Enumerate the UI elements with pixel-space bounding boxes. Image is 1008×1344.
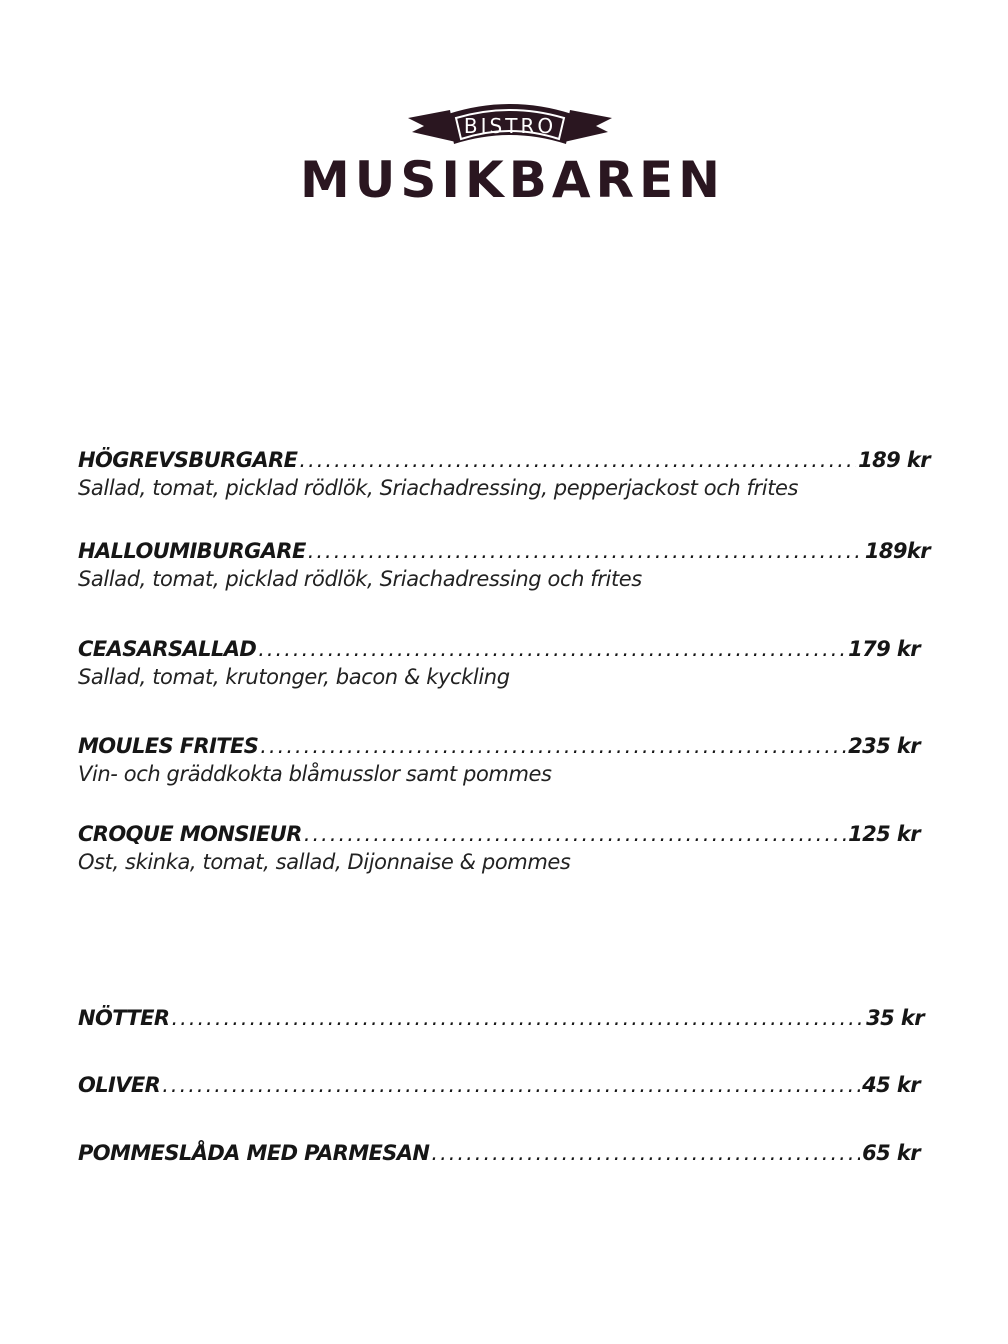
snack-item-name: NÖTTER: [78, 1006, 170, 1030]
dot-leader: [258, 635, 846, 663]
menu-item-price: 235 kr: [848, 734, 920, 758]
dot-leader: [171, 1004, 864, 1032]
menu-item-description: Ost, skinka, tomat, sallad, Dijonnaise & pommes: [78, 850, 571, 874]
menu-item: [78, 635, 920, 691]
dot-leader: [431, 1139, 860, 1167]
menu-item-price: 125 kr: [848, 822, 920, 846]
menu-item-name: MOULES FRITES: [78, 734, 259, 758]
menu-item: [78, 537, 930, 593]
snack-item-name: POMMESLÅDA MED PARMESAN: [78, 1141, 430, 1165]
menu-item-description: Vin- och gräddkokta blåmusslor samt pommes: [78, 762, 552, 786]
snack-item-price: 35 kr: [866, 1006, 924, 1030]
snack-item-line: [78, 1071, 920, 1099]
menu-item: [78, 446, 930, 502]
snack-item: [78, 1071, 920, 1099]
dot-leader: [299, 446, 856, 474]
menu-item-line: [78, 446, 930, 474]
dot-leader: [308, 537, 863, 565]
dot-leader: [304, 820, 846, 848]
menu-item-price: 189kr: [864, 539, 930, 563]
brand-name: MUSIKBAREN: [300, 151, 726, 209]
dot-leader: [162, 1071, 860, 1099]
menu-item: [78, 732, 920, 788]
snack-item-price: 45 kr: [862, 1073, 920, 1097]
snack-item-line: [78, 1004, 924, 1032]
menu-item-price: 189 kr: [858, 448, 930, 472]
menu-item-line: [78, 820, 920, 848]
bistro-musikbaren-logo: [300, 100, 726, 210]
snack-item-price: 65 kr: [862, 1141, 920, 1165]
ribbon-banner-icon: [300, 100, 720, 156]
snack-item: [78, 1004, 924, 1032]
menu-item-line: [78, 537, 930, 565]
menu-item-description: Sallad, tomat, picklad rödlök, Sriachadressing och frites: [78, 567, 642, 591]
snack-item-line: [78, 1139, 920, 1167]
snack-item: [78, 1139, 920, 1167]
menu-item: [78, 820, 920, 876]
menu-item-price: 179 kr: [848, 637, 920, 661]
menu-item-description: Sallad, tomat, picklad rödlök, Sriachadressing, pepperjackost och frites: [78, 476, 799, 500]
menu-item-name: CROQUE MONSIEUR: [78, 822, 302, 846]
menu-item-line: [78, 732, 920, 760]
dot-leader: [260, 732, 846, 760]
menu-item-description: Sallad, tomat, krutonger, bacon & kyckling: [78, 665, 510, 689]
snack-item-name: OLIVER: [78, 1073, 161, 1097]
menu-item-line: [78, 635, 920, 663]
menu-item-name: CEASARSALLAD: [78, 637, 257, 661]
menu-item-name: HALLOUMIBURGARE: [78, 539, 306, 563]
menu-item-name: HÖGREVSBURGARE: [78, 448, 298, 472]
ribbon-text: BISTRO: [463, 114, 557, 138]
